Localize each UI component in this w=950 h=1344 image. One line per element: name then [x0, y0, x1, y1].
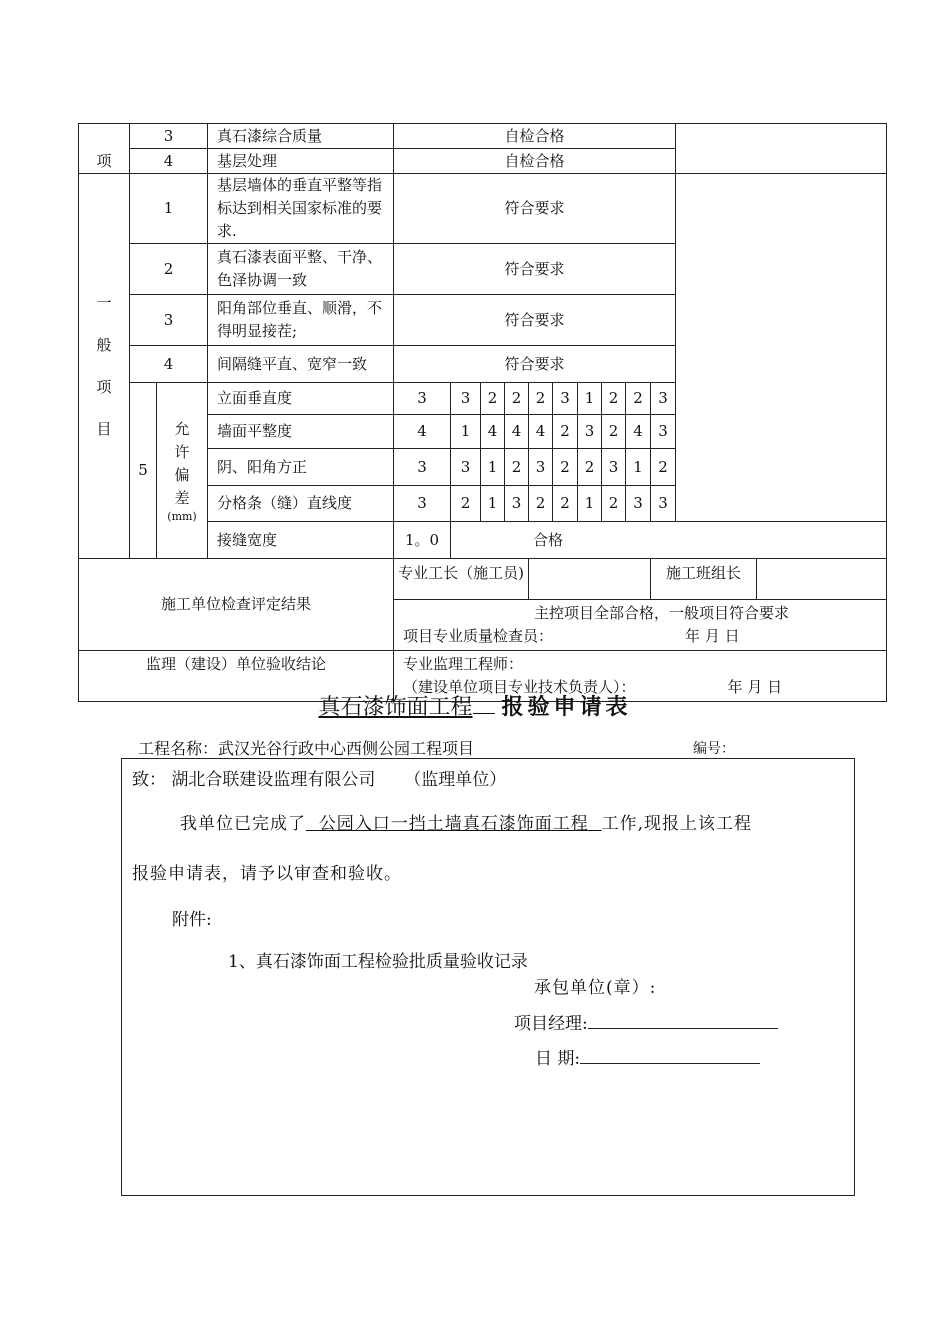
to-role: （监理单位）: [404, 770, 507, 790]
owner-tech-label: （建设单位项目专业技术负责人）：: [403, 678, 636, 696]
date-line: [535, 1044, 760, 1069]
tol-value: 2: [602, 383, 626, 415]
tol-value: 1: [626, 449, 651, 486]
foreman-label: 专业工长（施工员): [394, 559, 529, 600]
row-no: 1: [130, 174, 208, 244]
tol-value: 3: [651, 415, 676, 449]
row-result: 符合要求: [394, 174, 676, 244]
tol-item: 分格条（缝）直线度: [208, 486, 394, 522]
tol-value: 4: [505, 415, 529, 449]
supervision-engineer-label: 专业监理工程师：: [403, 655, 524, 673]
construction-label: 施工单位检查评定结果: [79, 559, 394, 651]
row-result: 自检合格: [394, 124, 676, 149]
date-ymd: 年 月 日: [727, 678, 783, 696]
row-item: 真石漆综合质量: [208, 124, 394, 149]
tol-value: 1: [481, 486, 505, 522]
general-label-char: 般: [96, 336, 112, 354]
tol-value: 2: [529, 486, 553, 522]
construction-conclusion: 主控项目全部合格，一般项目符合要求: [534, 604, 790, 622]
tol-allow: 3: [394, 486, 451, 522]
date-signature-line: [580, 1047, 760, 1064]
row-result: 符合要求: [394, 244, 676, 295]
tol-value: 3: [529, 449, 553, 486]
tol-value: 3: [602, 449, 626, 486]
tol-value: 1: [578, 486, 602, 522]
row-item: 基层处理: [208, 149, 394, 174]
title-suffix: 报验申请表: [501, 694, 632, 720]
request-form-box: [121, 758, 855, 1196]
row-item: 基层墙体的垂直平整等指标达到相关国家标准的要求.: [208, 174, 394, 244]
tol-value: 3: [553, 383, 578, 415]
general-label-char: 目: [96, 420, 112, 438]
tol-value: 4: [626, 415, 651, 449]
main-control-label-cell: [79, 124, 130, 174]
manager-label: 项目经理:: [514, 1014, 588, 1034]
tol-value: 2: [651, 449, 676, 486]
tol-value: 2: [451, 486, 481, 522]
request-form-title: [0, 690, 950, 721]
tol-value: 3: [451, 383, 481, 415]
tol-value: 2: [505, 449, 529, 486]
tol-allow: 3: [394, 383, 451, 415]
general-label-char: 一: [96, 294, 112, 312]
tol-value: 3: [651, 383, 676, 415]
tol-value: 3: [578, 415, 602, 449]
tol-value: 1: [451, 415, 481, 449]
tol-item: 立面垂直度: [208, 383, 394, 415]
attachment-1: 1、真石漆饰面工程检验批质量验收记录: [228, 952, 528, 972]
tol-value: 4: [529, 415, 553, 449]
tol-item: 阴、阳角方正: [208, 449, 394, 486]
construction-conclusion-cell: [394, 600, 887, 651]
quality-inspector-line: [403, 625, 886, 648]
row-result: 自检合格: [394, 149, 676, 174]
row-item: 阳角部位垂直、顺滑，不得明显接茬;: [208, 295, 394, 346]
row-no: 3: [130, 124, 208, 149]
tol-value: 1: [578, 383, 602, 415]
manager-signature-line: [588, 1012, 778, 1029]
tol-item: 接缝宽度: [208, 522, 394, 559]
tol-value: 3: [626, 486, 651, 522]
row-result: 符合要求: [394, 295, 676, 346]
quality-inspector-label: 项目专业质量检查员：: [403, 627, 554, 645]
row-no: 4: [130, 346, 208, 383]
tolerance-label-char: 偏: [174, 465, 190, 484]
main-control-label: 项: [96, 152, 112, 170]
document-code-label: 编号：: [693, 741, 735, 757]
supervision-label: 监理（建设）单位验收结论: [79, 651, 394, 702]
tolerance-no: 5: [130, 383, 157, 559]
foreman-signature-cell: [529, 559, 651, 600]
project-name: 工程名称：武汉光谷行政中心西侧公园工程项目: [138, 739, 475, 758]
tol-value: 3: [451, 449, 481, 486]
tol-allow: 4: [394, 415, 451, 449]
row-no: 3: [130, 295, 208, 346]
manager-line: [514, 1009, 778, 1034]
remark-cell: [676, 124, 887, 174]
tol-item: 墙面平整度: [208, 415, 394, 449]
tolerance-label-char: 差: [174, 488, 190, 507]
addressee-line: [132, 765, 506, 790]
team-leader-signature-cell: [757, 559, 887, 600]
to-company: 湖北合联建设监理有限公司: [171, 770, 376, 790]
general-items-label: [79, 174, 130, 559]
tolerance-label: [157, 383, 208, 559]
tol-value: 4: [481, 415, 505, 449]
tolerance-label-char: 允: [174, 419, 190, 438]
body-suffix: 工作,现报上该工程: [601, 814, 753, 834]
body-prefix: 我单位已完成了: [180, 814, 306, 834]
tol-value: 2: [553, 449, 578, 486]
tol-value: 2: [553, 486, 578, 522]
joint-width-result: 合格: [451, 522, 700, 559]
body-line-2: 报验申请表，请予以审查和验收。: [132, 864, 402, 884]
body-line-1: [180, 809, 752, 834]
tol-allow: 3: [394, 449, 451, 486]
row-no: 4: [130, 149, 208, 174]
general-label-char: 项: [96, 378, 112, 396]
tol-value: 2: [602, 415, 626, 449]
tol-value: 2: [578, 449, 602, 486]
tolerance-label-char: 许: [174, 442, 190, 461]
row-no: 2: [130, 244, 208, 295]
tol-value: 2: [553, 415, 578, 449]
tol-value: 2: [505, 383, 529, 415]
tol-value: 2: [529, 383, 553, 415]
tol-value: 2: [481, 383, 505, 415]
tol-value: 3: [651, 486, 676, 522]
date-label: 日 期:: [535, 1049, 581, 1069]
tol-value: 2: [626, 383, 651, 415]
row-result: 符合要求: [394, 346, 676, 383]
body-work-text: 公园入口一挡土墙真石漆饰面工程: [318, 814, 589, 834]
tol-value: 3: [505, 486, 529, 522]
row-item: 间隔缝平直、宽窄一致: [208, 346, 394, 383]
inspection-table: [78, 123, 887, 702]
date-ymd: 年 月 日: [685, 627, 740, 645]
tolerance-unit: (mm): [167, 509, 197, 523]
remark-cell: [700, 522, 887, 559]
team-leader-label: 施工班组长: [651, 559, 757, 600]
to-prefix: 致：: [132, 770, 166, 790]
row-item: 真石漆表面平整、干净、色泽协调一致: [208, 244, 394, 295]
tol-allow: 1。0: [394, 522, 451, 559]
tol-value: 2: [602, 486, 626, 522]
tol-value: 1: [481, 449, 505, 486]
contractor-label: 承包单位(章）:: [534, 978, 657, 998]
remark-cell: [676, 174, 887, 522]
body-work: [306, 814, 602, 834]
attachment-label: 附件:: [172, 910, 212, 930]
title-main: 真石漆饰面工程: [318, 695, 473, 720]
